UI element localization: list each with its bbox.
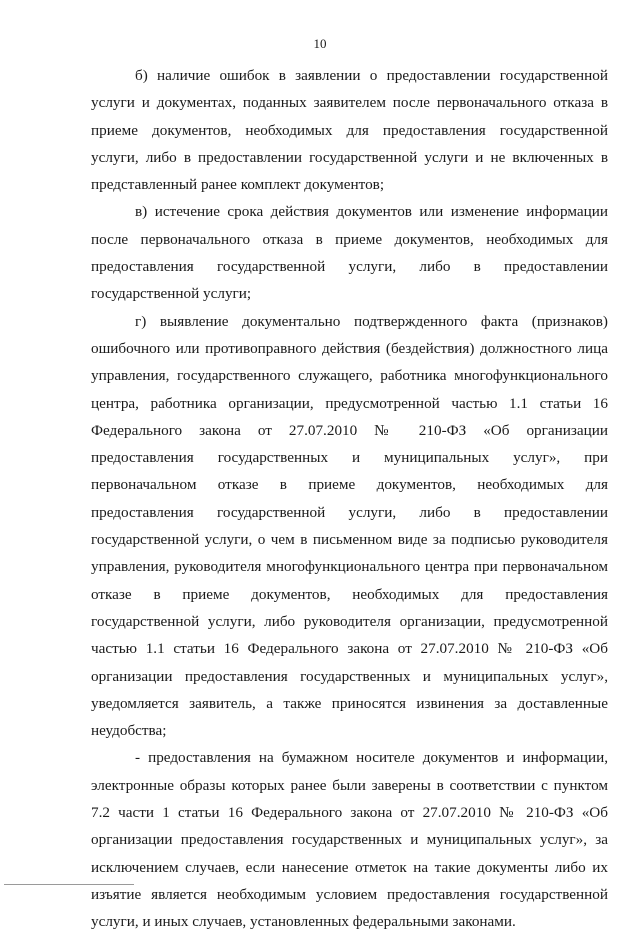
- page-number: 10: [313, 36, 327, 51]
- paragraph-v: в) истечение срока действия документов или изменение информации после первоначального отказа в приеме документов, необходимых для предоставления государственной услуги, либо в предоставлении государственной услуги;: [91, 203, 608, 303]
- paragraph-g: г) выявление документально подтвержденного факта (признаков) ошибочного или противоправного действия (бездействия) должностного лица управления, государственного служащего, работника многофункционального центра, работника организации, предусмотренной частью 1.1 статьи 16 Федерального закона от 27.07.2010 № 210-ФЗ «Об организации предоставления государственных и муниципальных услуг», при первоначальном отказе в приеме документов, необходимых для предоставления государственной услуги, либо в предоставлении государственной услуги, о чем в письменном виде за подписью руководителя управления, руководителя многофункционального центра при первоначальном отказе в приеме документов, необходимых для предоставления государственной услуги, либо руководителя организации, предусмотренной частью 1.1 статьи 16 Федерального закона от 27.07.2010 № 210-ФЗ «Об организации предоставления государственных и муниципальных услуг», уведомляется заявитель, а также приносятся извинения за доставленные неудобства;: [91, 312, 608, 740]
- document-body: [91, 62, 608, 936]
- paragraph-dash-item: - предоставления на бумажном носителе документов и информации, электронные образы которых ранее были заверены в соответствии с пунктом 7.2 части 1 статьи 16 Федерального закона от 27.07.2010 № 210-ФЗ «Об организации предоставления государственных и муниципальных услуг», за исключением случаев, если нанесение отметок на такие документы либо их изъятие является необходимым условием предоставления государственной услуги, и иных случаев, установленных федеральными законами.: [91, 749, 608, 931]
- footer-divider: [4, 884, 134, 885]
- paragraph-b: б) наличие ошибок в заявлении о предоставлении государственной услуги и документах, поданных заявителем после первоначального отказа в приеме документов, необходимых для предоставления государственной услуги, либо в предоставлении государственной услуги и не включенных в представленный ранее комплект документов;: [91, 67, 608, 194]
